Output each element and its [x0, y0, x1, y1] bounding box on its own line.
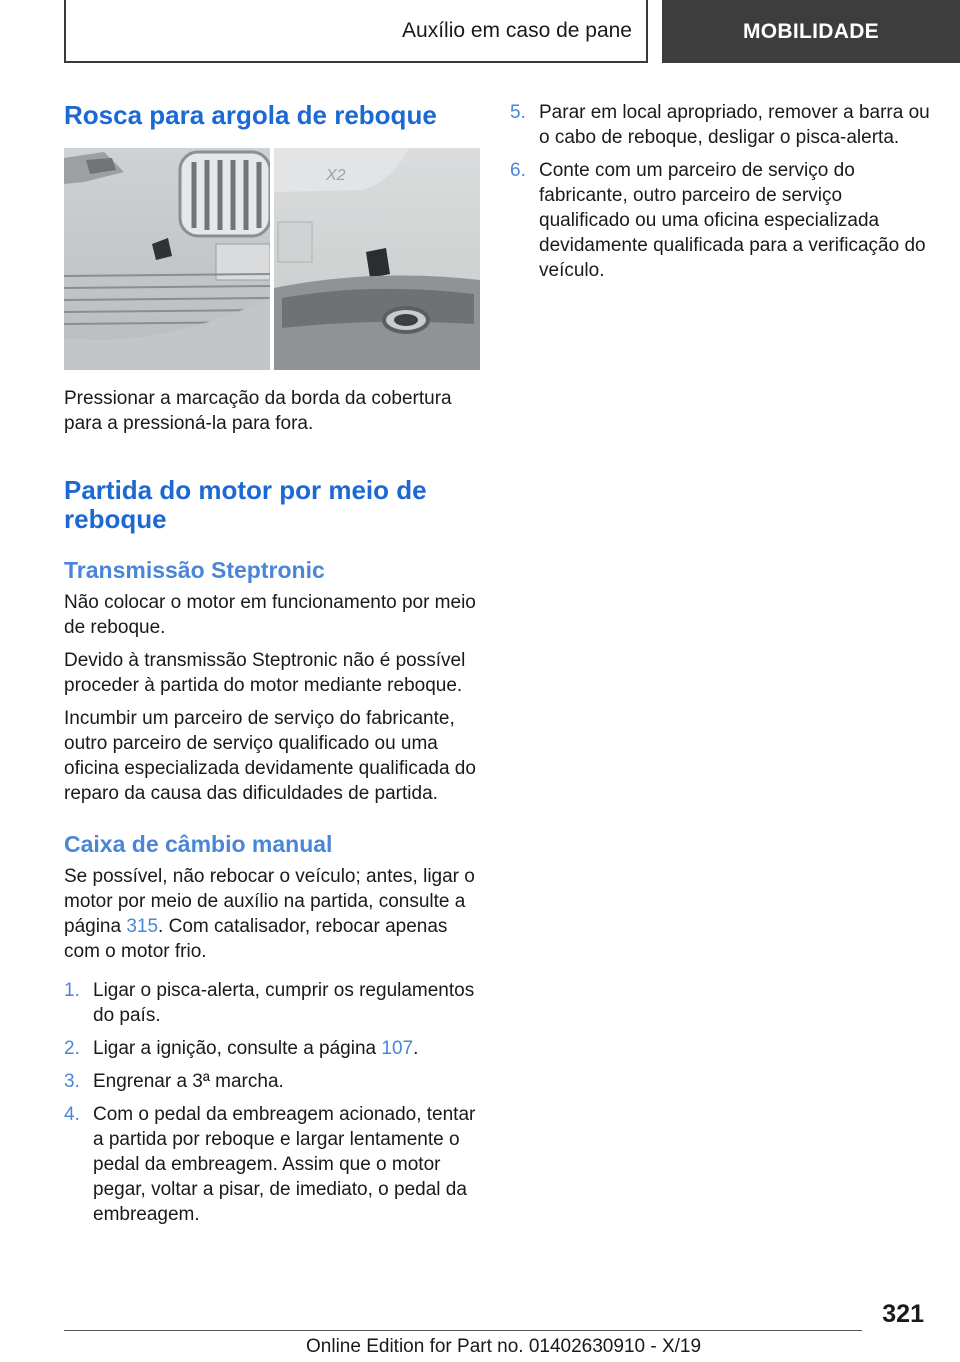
steptronic-paragraph-3: Incumbir um parceiro de serviço do fabricante, outro parceiro de serviço qualificado ou uma oficina especializada devidamente qualificada do reparo da causa das dificuldades de partida.: [64, 708, 476, 804]
step-text: Com o pedal da embreagem acionado, tentar a partida por reboque e largar lentamente o pedal da embreagem. Assim que o motor pegar, voltar a pisar, de imediato, o pedal da embreagem.: [93, 1104, 476, 1225]
list-item: [64, 1102, 480, 1227]
list-item: [64, 978, 480, 1028]
heading-rosca: Rosca para argola de reboque: [64, 100, 437, 130]
figure-caption: Pressionar a marcação da borda da cobertura para a pressioná-la para fora.: [64, 388, 452, 434]
right-column: [510, 100, 930, 283]
step-text: Engrenar a 3ª marcha.: [93, 1071, 284, 1092]
steptronic-paragraph-2: Devido à transmissão Steptronic não é possível proceder à partida do motor mediante reboque.: [64, 650, 466, 696]
page-link-315[interactable]: 315: [126, 916, 159, 937]
step-number: 3.: [64, 1071, 80, 1092]
step-text: Ligar o pisca-alerta, cumprir os regulamentos do país.: [93, 980, 475, 1026]
step-text-after: .: [413, 1038, 419, 1059]
svg-text:X2: X2: [326, 167, 346, 184]
list-item: [510, 100, 930, 150]
step-text: Ligar a ignição, consulte a página: [93, 1038, 382, 1059]
manual-paragraph: [64, 864, 480, 964]
step-number: 1.: [64, 980, 80, 1001]
page-link-107[interactable]: 107: [381, 1038, 414, 1059]
steptronic-paragraph-1: Não colocar o motor em funcionamento por meio de reboque.: [64, 592, 476, 638]
heading-steptronic: Transmissão Steptronic: [64, 557, 325, 583]
step-number: 5.: [510, 102, 526, 123]
manual-steps-list: [64, 978, 480, 1227]
continued-steps-list: [510, 100, 930, 283]
step-number: 6.: [510, 160, 526, 181]
manual-text-before: Se possível, não rebocar o veículo; antes, ligar o motor por meio de auxílio na partida, consulte a página: [64, 866, 475, 937]
step-number: 4.: [64, 1104, 80, 1125]
page-number: 321: [882, 1300, 924, 1328]
header-section: [64, 0, 648, 63]
edition-note: Online Edition for Part no. 01402630910 - X/19: [306, 1336, 702, 1357]
heading-manual: Caixa de câmbio manual: [64, 831, 333, 857]
list-item: [510, 158, 930, 283]
list-item: [64, 1069, 480, 1094]
manual-text-after: . Com catalisador, rebocar apenas com o motor frio.: [64, 916, 448, 962]
step-number: 2.: [64, 1038, 80, 1059]
tow-eye-figure: [64, 148, 480, 370]
header-section-title: Auxílio em caso de pane: [402, 18, 632, 42]
bumper-illustration: [64, 148, 480, 370]
heading-partida: Partida do motor por meio de reboque: [64, 475, 427, 534]
header-chapter-title: MOBILIDADE: [743, 19, 879, 43]
step-text: Parar em local apropriado, remover a barra ou o cabo de reboque, desligar o pisca-alerta.: [539, 102, 930, 148]
footer-divider: [64, 1330, 862, 1331]
header-chapter: [662, 0, 960, 63]
left-column: [64, 100, 480, 1227]
list-item: [64, 1036, 480, 1061]
step-text: Conte com um parceiro de serviço do fabricante, outro parceiro de serviço qualificado ou uma oficina especializada devidamente qualificada para a verificação do veículo.: [539, 160, 926, 281]
